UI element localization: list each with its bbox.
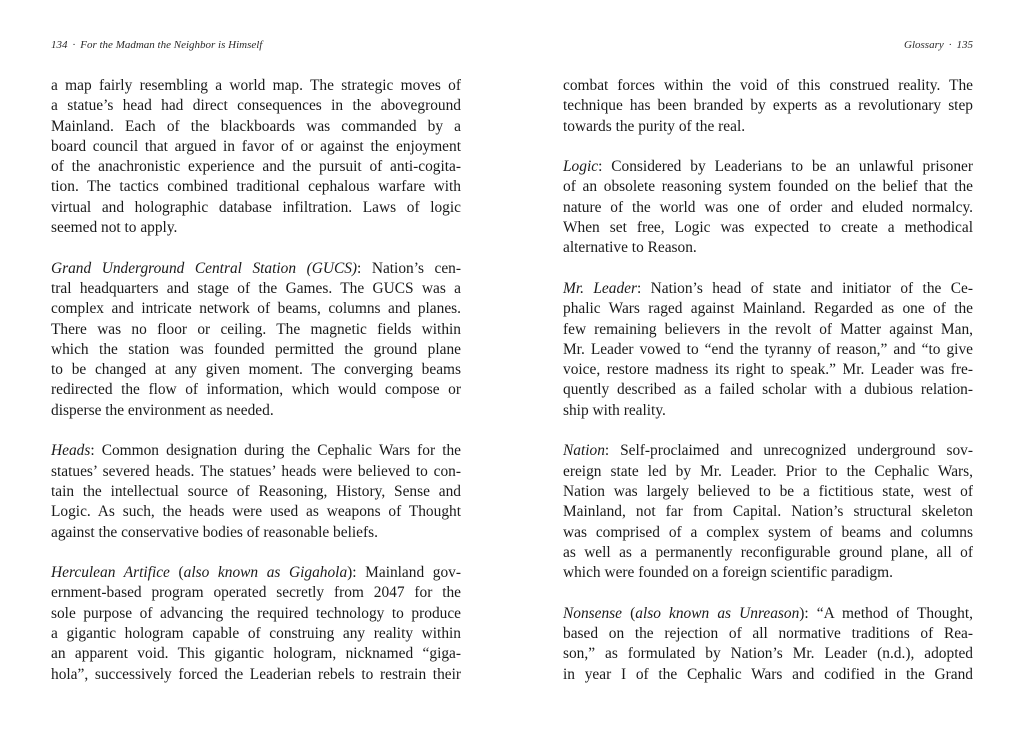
text-line: nature of the world was one of order and eluded normalcy. [563, 198, 973, 216]
entry-first-line [563, 604, 973, 624]
entry-alias: also known as Gigahola [183, 564, 348, 582]
text-line: Mr. Leader vowed to “end the tyranny of reason,” and “to give [563, 340, 973, 358]
text-line: an apparent void. This gigantic hologram, nicknamed “giga- [51, 645, 461, 663]
text-line: seemed not to apply. [51, 219, 178, 237]
entry-first-line [51, 441, 461, 461]
text-line: based on the rejection of all normative traditions of Rea- [563, 625, 973, 643]
text-line: complex and intricate network of beams, columns and planes. [51, 300, 461, 318]
entry-text: : Considered by Leaderians to be an unlawful prisoner [598, 158, 973, 176]
paren-open: ( [169, 564, 184, 582]
text-line: disperse the environment as needed. [51, 401, 274, 419]
entry-first-line [563, 441, 973, 461]
entry-text: : Nation’s head of state and initiator of the Ce- [636, 279, 973, 297]
text-line: ship with reality. [563, 401, 666, 419]
entry-term: Grand Underground Central Station (GUCS) [51, 259, 358, 277]
text-line: tral headquarters and stage of the Games. The GUCS was a [51, 279, 461, 297]
text-line: a map fairly resembling a world map. The strategic moves of [51, 77, 461, 94]
text-line: Mainland, not far from Capital. Nation’s structural skeleton [563, 503, 973, 521]
text-line: tion. The tactics combined traditional cephalous warfare with [51, 178, 461, 196]
text-line: redirected the flow of information, which would compose or [51, 381, 461, 399]
text-line: was comprised of a complex system of beams and columns [563, 523, 973, 541]
text-line: When set free, Logic was expected to create a methodical [563, 219, 973, 237]
text-line: which the station was founded permitted the ground plane [51, 340, 461, 358]
text-line: Mainland. Each of the blackboards was commanded by a [51, 117, 461, 135]
text-line: against the conservative bodies of reasonable beliefs. [51, 523, 378, 541]
book-title: For the Madman the Neighbor is Himself [80, 39, 263, 51]
text-line: virtual and holographic database infiltration. Laws of logic [51, 198, 461, 216]
entry-term: Nation [563, 442, 605, 460]
text-line: phalic Wars raged against Mainland. Regarded as one of the [563, 300, 973, 318]
text-line: alternative to Reason. [563, 239, 697, 257]
entry-term: Herculean Artifice [51, 564, 170, 582]
entry-text: ): Mainland gov- [347, 564, 461, 582]
glossary-entry-gucs [51, 259, 461, 421]
glossary-entry-mr-leader [563, 279, 973, 421]
right-running-head [563, 39, 973, 51]
text-line: which were founded on a foreign scientific paradigm. [563, 564, 893, 582]
text-line: board council that argued in favor of or against the enjoyment [51, 137, 461, 155]
text-line: ernment-based program operated secretly from 2047 for the [51, 584, 461, 602]
text-line: There was no floor or ceiling. The magnetic fields within [51, 320, 461, 338]
paren-open: ( [622, 604, 636, 622]
glossary-entry-herculean-artifice [51, 563, 461, 685]
text-line: to be changed at any given moment. The converging beams [51, 361, 461, 379]
text-line: son,” as formulated by Nation’s Mr. Leader (n.d.), adopted [563, 645, 973, 663]
glossary-entry-nonsense [563, 604, 973, 685]
entry-term: Mr. Leader [563, 279, 637, 297]
entry-first-line [51, 563, 461, 583]
glossary-entry-heads [51, 441, 461, 542]
text-line: ereign state led by Mr. Leader. Prior to the Cephalic Wars, [563, 462, 973, 480]
right-page [563, 0, 983, 742]
entry-first-line [563, 279, 973, 299]
left-page-body [51, 76, 461, 705]
entry-text: ): “A method of Thought, [799, 604, 973, 622]
glossary-entry-nation [563, 441, 973, 583]
continuation-paragraph [563, 76, 973, 137]
text-line: technique has been branded by experts as a revolutionary step [563, 97, 973, 115]
separator: · [72, 39, 76, 51]
entry-text: : Nation’s cen- [357, 259, 461, 277]
text-line: tain the intellectual source of Reasoning, History, Sense and [51, 482, 461, 500]
glossary-entry-logic [563, 157, 973, 258]
text-line: statues’ severed heads. The statues’ heads were believed to con- [51, 462, 461, 480]
entry-first-line [563, 157, 973, 177]
section-title: Glossary [904, 39, 944, 51]
entry-term: Logic [563, 158, 599, 176]
separator: · [948, 39, 952, 51]
left-page [51, 0, 471, 742]
text-line: hola”, successively forced the Leaderian rebels to restrain their [51, 665, 461, 683]
text-line: Nation was largely believed to be a fictitious state, west of [563, 482, 973, 500]
entry-text: : Self-proclaimed and unrecognized underground sov- [604, 442, 973, 460]
left-running-head [51, 39, 461, 51]
text-line: voice, restore madness its right to speak.” Mr. Leader was fre- [563, 361, 973, 379]
page-number: 135 [956, 39, 973, 51]
entry-text: : Common designation during the Cephalic Wars for the [90, 442, 461, 460]
page-number: 134 [51, 39, 68, 51]
continuation-paragraph [51, 76, 461, 238]
entry-term: Nonsense [563, 604, 622, 622]
text-line: a gigantic hologram capable of construing any reality within [51, 625, 461, 643]
entry-alias: also known as Unreason [635, 604, 800, 622]
text-line: quently described as a failed scholar with a dubious relation- [563, 381, 973, 399]
text-line: in year I of the Cephalic Wars and codified in the Grand [563, 665, 973, 683]
text-line: few remaining believers in the revolt of Matter against Man, [563, 320, 973, 338]
right-page-body [563, 76, 973, 705]
text-line: combat forces within the void of this construed reality. The [563, 77, 973, 94]
text-line: of the anachronistic experience and the pursuit of anti-cogita- [51, 158, 461, 176]
entry-term: Heads [51, 442, 91, 460]
text-line: as well as a permanently reconfigurable ground plane, all of [563, 543, 973, 561]
entry-first-line [51, 259, 461, 279]
text-line: sole purpose of advancing the required technology to produce [51, 604, 461, 622]
text-line: towards the purity of the real. [563, 117, 746, 135]
text-line: a statue’s head had direct consequences in the aboveground [51, 97, 461, 115]
text-line: Logic. As such, the heads were used as weapons of Thought [51, 503, 461, 521]
text-line: of an obsolete reasoning system founded on the belief that the [563, 178, 973, 196]
